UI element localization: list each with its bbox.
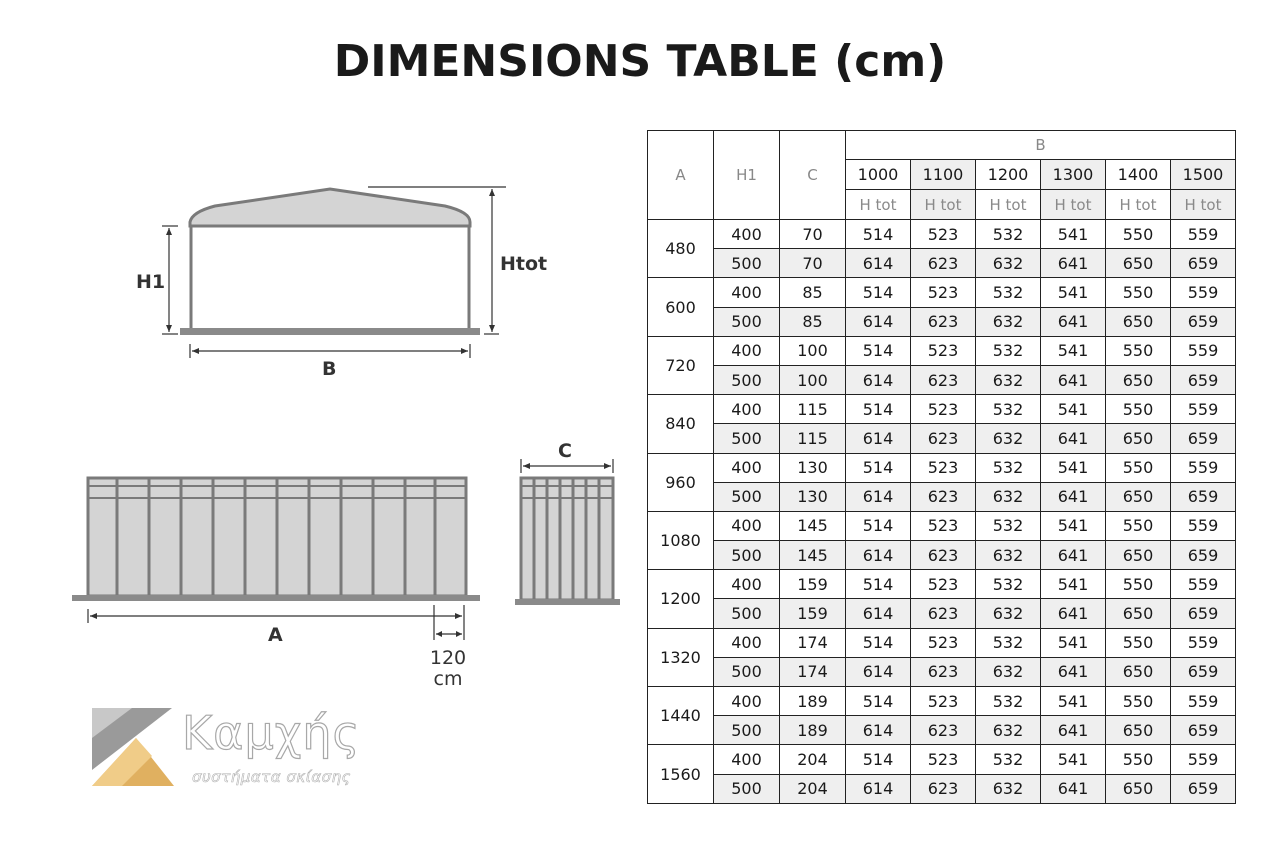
htot-value: 659 bbox=[1171, 249, 1236, 278]
b-value: 1400 bbox=[1106, 160, 1171, 190]
h1-value: 400 bbox=[714, 336, 780, 365]
htot-value: 623 bbox=[911, 657, 976, 686]
htot-value: 614 bbox=[846, 541, 911, 570]
htot-value: 623 bbox=[911, 424, 976, 453]
table-row bbox=[648, 482, 1236, 511]
a-value: 720 bbox=[648, 336, 714, 394]
htot-value: 641 bbox=[1041, 482, 1106, 511]
h1-value: 400 bbox=[714, 511, 780, 540]
page-title: DIMENSIONS TABLE (cm) bbox=[333, 36, 947, 87]
c-value: 174 bbox=[780, 628, 846, 657]
b-value: 1200 bbox=[976, 160, 1041, 190]
htot-value: 650 bbox=[1106, 365, 1171, 394]
htot-value: 523 bbox=[911, 511, 976, 540]
htot-header: H tot bbox=[1106, 190, 1171, 220]
htot-value: 550 bbox=[1106, 511, 1171, 540]
htot-value: 559 bbox=[1171, 220, 1236, 249]
htot-value: 650 bbox=[1106, 541, 1171, 570]
c-value: 130 bbox=[780, 453, 846, 482]
htot-value: 632 bbox=[976, 541, 1041, 570]
htot-value: 514 bbox=[846, 628, 911, 657]
htot-value: 659 bbox=[1171, 599, 1236, 628]
a-value: 1560 bbox=[648, 745, 714, 803]
htot-value: 550 bbox=[1106, 220, 1171, 249]
htot-value: 550 bbox=[1106, 278, 1171, 307]
a-value: 1080 bbox=[648, 511, 714, 569]
bay-width-value: 120 bbox=[429, 647, 467, 669]
htot-value: 559 bbox=[1171, 278, 1236, 307]
htot-value: 614 bbox=[846, 599, 911, 628]
htot-value: 659 bbox=[1171, 307, 1236, 336]
htot-value: 532 bbox=[976, 628, 1041, 657]
c-value: 159 bbox=[780, 570, 846, 599]
table-row bbox=[648, 774, 1236, 803]
a-value: 480 bbox=[648, 220, 714, 278]
bay-width-unit: cm bbox=[433, 668, 463, 690]
htot-value: 523 bbox=[911, 745, 976, 774]
h1-value: 500 bbox=[714, 657, 780, 686]
htot-value: 623 bbox=[911, 716, 976, 745]
htot-value: 623 bbox=[911, 365, 976, 394]
dimensions-table bbox=[647, 130, 1236, 804]
htot-value: 541 bbox=[1041, 687, 1106, 716]
table-row bbox=[648, 716, 1236, 745]
htot-value: 532 bbox=[976, 336, 1041, 365]
htot-value: 550 bbox=[1106, 336, 1171, 365]
htot-label: Htot bbox=[500, 253, 548, 275]
h1-value: 500 bbox=[714, 482, 780, 511]
htot-value: 550 bbox=[1106, 453, 1171, 482]
htot-value: 550 bbox=[1106, 687, 1171, 716]
h1-label: H1 bbox=[136, 271, 166, 293]
htot-value: 532 bbox=[976, 220, 1041, 249]
htot-value: 523 bbox=[911, 453, 976, 482]
htot-value: 559 bbox=[1171, 570, 1236, 599]
table-row bbox=[648, 424, 1236, 453]
table-row bbox=[648, 395, 1236, 424]
c-value: 115 bbox=[780, 424, 846, 453]
htot-value: 514 bbox=[846, 220, 911, 249]
table-row bbox=[648, 249, 1236, 278]
htot-value: 650 bbox=[1106, 716, 1171, 745]
table-row bbox=[648, 745, 1236, 774]
htot-value: 659 bbox=[1171, 541, 1236, 570]
h1-value: 400 bbox=[714, 687, 780, 716]
htot-value: 523 bbox=[911, 278, 976, 307]
htot-value: 641 bbox=[1041, 657, 1106, 686]
c-value: 145 bbox=[780, 541, 846, 570]
htot-value: 541 bbox=[1041, 511, 1106, 540]
htot-value: 514 bbox=[846, 511, 911, 540]
htot-value: 632 bbox=[976, 482, 1041, 511]
htot-header: H tot bbox=[976, 190, 1041, 220]
htot-value: 559 bbox=[1171, 511, 1236, 540]
htot-header: H tot bbox=[911, 190, 976, 220]
htot-value: 632 bbox=[976, 716, 1041, 745]
htot-value: 523 bbox=[911, 570, 976, 599]
c-value: 159 bbox=[780, 599, 846, 628]
htot-value: 650 bbox=[1106, 657, 1171, 686]
htot-value: 632 bbox=[976, 365, 1041, 394]
htot-value: 632 bbox=[976, 307, 1041, 336]
htot-value: 541 bbox=[1041, 453, 1106, 482]
htot-value: 623 bbox=[911, 599, 976, 628]
htot-value: 514 bbox=[846, 336, 911, 365]
htot-value: 541 bbox=[1041, 745, 1106, 774]
htot-value: 532 bbox=[976, 687, 1041, 716]
htot-value: 523 bbox=[911, 628, 976, 657]
table-row bbox=[648, 599, 1236, 628]
htot-value: 550 bbox=[1106, 628, 1171, 657]
htot-value: 650 bbox=[1106, 774, 1171, 803]
htot-value: 632 bbox=[976, 599, 1041, 628]
htot-value: 559 bbox=[1171, 745, 1236, 774]
h1-value: 500 bbox=[714, 599, 780, 628]
header-c: C bbox=[780, 131, 846, 220]
a-value: 960 bbox=[648, 453, 714, 511]
c-value: 204 bbox=[780, 774, 846, 803]
htot-value: 623 bbox=[911, 482, 976, 511]
htot-value: 559 bbox=[1171, 628, 1236, 657]
c-value: 189 bbox=[780, 716, 846, 745]
side-elevation bbox=[72, 478, 480, 640]
htot-value: 532 bbox=[976, 453, 1041, 482]
htot-value: 614 bbox=[846, 657, 911, 686]
htot-value: 614 bbox=[846, 365, 911, 394]
c-value: 189 bbox=[780, 687, 846, 716]
h1-value: 500 bbox=[714, 365, 780, 394]
h1-value: 500 bbox=[714, 307, 780, 336]
c-value: 100 bbox=[780, 365, 846, 394]
htot-value: 659 bbox=[1171, 482, 1236, 511]
htot-value: 550 bbox=[1106, 395, 1171, 424]
htot-value: 514 bbox=[846, 745, 911, 774]
htot-value: 632 bbox=[976, 424, 1041, 453]
htot-value: 632 bbox=[976, 249, 1041, 278]
table-row bbox=[648, 307, 1236, 336]
htot-value: 641 bbox=[1041, 716, 1106, 745]
h1-value: 400 bbox=[714, 628, 780, 657]
htot-value: 641 bbox=[1041, 307, 1106, 336]
c-value: 115 bbox=[780, 395, 846, 424]
htot-value: 559 bbox=[1171, 395, 1236, 424]
h1-value: 400 bbox=[714, 278, 780, 307]
table-body bbox=[648, 220, 1236, 804]
c-value: 85 bbox=[780, 307, 846, 336]
h1-value: 400 bbox=[714, 395, 780, 424]
end-elevation bbox=[515, 459, 620, 605]
htot-value: 514 bbox=[846, 570, 911, 599]
htot-value: 650 bbox=[1106, 424, 1171, 453]
htot-value: 623 bbox=[911, 774, 976, 803]
htot-value: 650 bbox=[1106, 482, 1171, 511]
htot-value: 659 bbox=[1171, 424, 1236, 453]
htot-value: 614 bbox=[846, 249, 911, 278]
header-a: A bbox=[648, 131, 714, 220]
htot-value: 641 bbox=[1041, 599, 1106, 628]
htot-value: 641 bbox=[1041, 365, 1106, 394]
htot-value: 614 bbox=[846, 424, 911, 453]
header-b: B bbox=[846, 131, 1236, 160]
htot-value: 641 bbox=[1041, 774, 1106, 803]
a-label: A bbox=[268, 624, 283, 646]
htot-value: 614 bbox=[846, 774, 911, 803]
htot-value: 523 bbox=[911, 220, 976, 249]
htot-value: 650 bbox=[1106, 599, 1171, 628]
c-value: 174 bbox=[780, 657, 846, 686]
htot-value: 623 bbox=[911, 307, 976, 336]
htot-header: H tot bbox=[846, 190, 911, 220]
c-value: 70 bbox=[780, 220, 846, 249]
htot-value: 614 bbox=[846, 716, 911, 745]
table-row bbox=[648, 220, 1236, 249]
table-row bbox=[648, 511, 1236, 540]
table-row bbox=[648, 365, 1236, 394]
a-value: 600 bbox=[648, 278, 714, 336]
a-value: 1320 bbox=[648, 628, 714, 686]
htot-value: 550 bbox=[1106, 745, 1171, 774]
bay-width-label bbox=[424, 648, 472, 690]
htot-value: 623 bbox=[911, 249, 976, 278]
htot-value: 659 bbox=[1171, 774, 1236, 803]
htot-value: 514 bbox=[846, 278, 911, 307]
table-row bbox=[648, 541, 1236, 570]
htot-value: 523 bbox=[911, 687, 976, 716]
htot-value: 632 bbox=[976, 774, 1041, 803]
front-elevation bbox=[162, 187, 506, 358]
htot-value: 550 bbox=[1106, 570, 1171, 599]
c-value: 100 bbox=[780, 336, 846, 365]
htot-value: 514 bbox=[846, 395, 911, 424]
b-value: 1500 bbox=[1171, 160, 1236, 190]
h1-value: 400 bbox=[714, 570, 780, 599]
htot-value: 559 bbox=[1171, 453, 1236, 482]
htot-value: 559 bbox=[1171, 687, 1236, 716]
htot-value: 532 bbox=[976, 278, 1041, 307]
h1-value: 500 bbox=[714, 249, 780, 278]
c-value: 204 bbox=[780, 745, 846, 774]
table-row bbox=[648, 570, 1236, 599]
h1-value: 400 bbox=[714, 745, 780, 774]
htot-value: 514 bbox=[846, 687, 911, 716]
c-value: 85 bbox=[780, 278, 846, 307]
htot-value: 614 bbox=[846, 307, 911, 336]
htot-value: 541 bbox=[1041, 278, 1106, 307]
a-value: 1440 bbox=[648, 687, 714, 745]
c-label: C bbox=[558, 440, 572, 462]
htot-value: 659 bbox=[1171, 365, 1236, 394]
brand-tagline: συστήματα σκίασης bbox=[192, 768, 351, 786]
a-value: 840 bbox=[648, 395, 714, 453]
htot-value: 650 bbox=[1106, 307, 1171, 336]
htot-value: 532 bbox=[976, 395, 1041, 424]
h1-value: 500 bbox=[714, 716, 780, 745]
h1-value: 500 bbox=[714, 424, 780, 453]
h1-value: 400 bbox=[714, 453, 780, 482]
htot-value: 514 bbox=[846, 453, 911, 482]
htot-value: 532 bbox=[976, 570, 1041, 599]
table-row bbox=[648, 657, 1236, 686]
htot-value: 659 bbox=[1171, 716, 1236, 745]
htot-value: 541 bbox=[1041, 628, 1106, 657]
c-value: 145 bbox=[780, 511, 846, 540]
table-row bbox=[648, 628, 1236, 657]
c-value: 130 bbox=[780, 482, 846, 511]
htot-value: 614 bbox=[846, 482, 911, 511]
htot-header: H tot bbox=[1171, 190, 1236, 220]
htot-value: 541 bbox=[1041, 570, 1106, 599]
header-h1: H1 bbox=[714, 131, 780, 220]
htot-value: 632 bbox=[976, 657, 1041, 686]
h1-value: 500 bbox=[714, 774, 780, 803]
htot-value: 623 bbox=[911, 541, 976, 570]
htot-value: 541 bbox=[1041, 395, 1106, 424]
htot-value: 641 bbox=[1041, 541, 1106, 570]
htot-value: 659 bbox=[1171, 657, 1236, 686]
htot-value: 523 bbox=[911, 336, 976, 365]
brand-name: Καμχής bbox=[182, 706, 361, 760]
htot-value: 641 bbox=[1041, 249, 1106, 278]
table-row bbox=[648, 687, 1236, 716]
table-row bbox=[648, 453, 1236, 482]
table-row bbox=[648, 336, 1236, 365]
htot-value: 532 bbox=[976, 511, 1041, 540]
b-value: 1300 bbox=[1041, 160, 1106, 190]
htot-value: 650 bbox=[1106, 249, 1171, 278]
h1-value: 400 bbox=[714, 220, 780, 249]
htot-value: 559 bbox=[1171, 336, 1236, 365]
htot-value: 541 bbox=[1041, 336, 1106, 365]
c-value: 70 bbox=[780, 249, 846, 278]
htot-value: 532 bbox=[976, 745, 1041, 774]
b-value: 1000 bbox=[846, 160, 911, 190]
htot-value: 523 bbox=[911, 395, 976, 424]
h1-value: 500 bbox=[714, 541, 780, 570]
a-value: 1200 bbox=[648, 570, 714, 628]
b-label: B bbox=[322, 358, 337, 380]
htot-header: H tot bbox=[1041, 190, 1106, 220]
htot-value: 641 bbox=[1041, 424, 1106, 453]
b-value: 1100 bbox=[911, 160, 976, 190]
htot-value: 541 bbox=[1041, 220, 1106, 249]
table-row bbox=[648, 278, 1236, 307]
